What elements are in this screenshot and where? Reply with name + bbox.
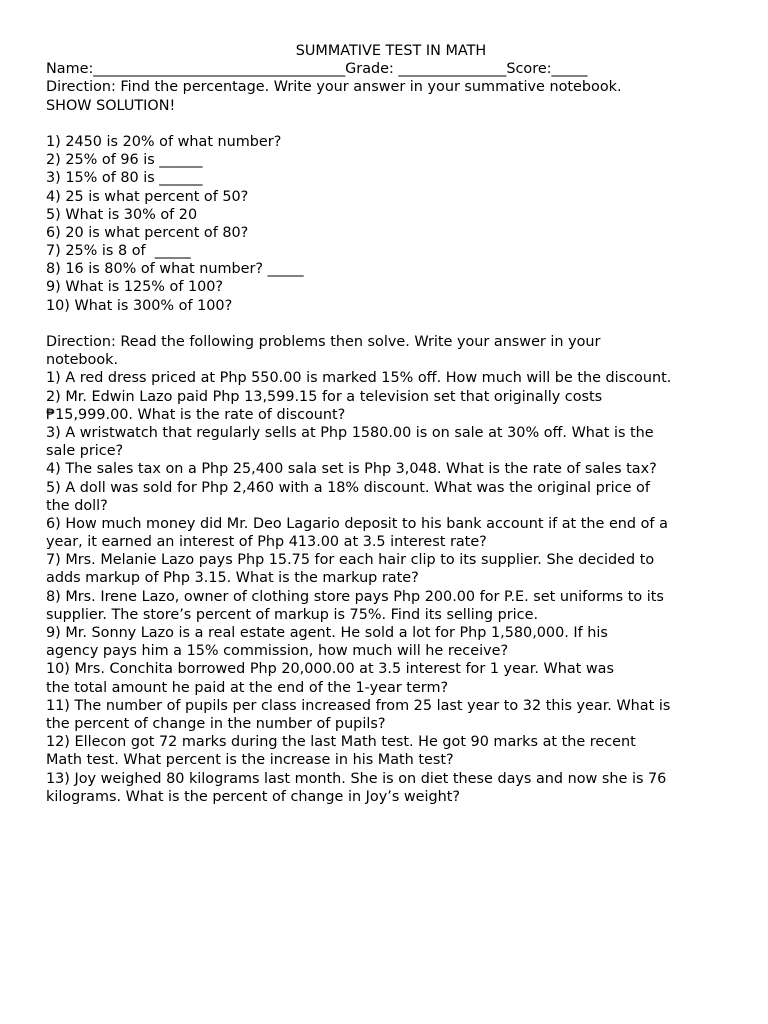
problem-part2-line: 11) The number of pupils per class increased from 25 last year to 32 this year. What is <box>46 697 671 714</box>
problem-part2-line: 10) Mrs. Conchita borrowed Php 20,000.00 at 3.5 interest for 1 year. What was <box>46 661 614 678</box>
problem-part2-line: Math test. What percent is the increase in his Math test? <box>46 752 454 769</box>
problem-part2-line: 5) A doll was sold for Php 2,460 with a 18% discount. What was the original price of <box>46 479 650 496</box>
problem-part2-line: 1) A red dress priced at Php 550.00 is marked 15% off. How much will be the discount. <box>46 370 672 387</box>
spacer <box>46 315 736 333</box>
question-part1: 5) What is 30% of 20 <box>46 206 198 223</box>
question-part1: 4) 25 is what percent of 50? <box>46 188 249 205</box>
problem-part2-line: 6) How much money did Mr. Deo Lagario deposit to his bank account if at the end of a <box>46 515 668 532</box>
document-title: SUMMATIVE TEST IN MATH <box>295 43 487 59</box>
direction-1-line: SHOW SOLUTION! <box>46 97 176 114</box>
problem-part2-line: 8) Mrs. Irene Lazo, owner of clothing store pays Php 200.00 for P.E. set uniforms to its <box>46 588 664 605</box>
problem-part2-line: agency pays him a 15% commission, how much will he receive? <box>46 643 509 660</box>
problem-part2-line: the percent of change in the number of pupils? <box>46 715 386 732</box>
direction-2-line: Direction: Read the following problems then solve. Write your answer in your <box>46 334 601 350</box>
direction-2-line: notebook. <box>46 352 119 369</box>
problem-part2-line: the doll? <box>46 497 108 514</box>
problem-part2-line: year, it earned an interest of Php 413.00 at 3.5 interest rate? <box>46 534 487 551</box>
question-part1: 6) 20 is what percent of 80? <box>46 224 249 241</box>
student-info-line: Name:___________________________________Grade: _______________Score:_____ <box>46 61 588 78</box>
problem-part2-line: supplier. The store’s percent of markup is 75%. Find its selling price. <box>46 606 539 623</box>
direction-1-line: Direction: Find the percentage. Write your answer in your summative notebook. <box>46 79 622 96</box>
problem-part2-line: kilograms. What is the percent of change in Joy’s weight? <box>46 788 461 805</box>
spacer <box>46 115 736 133</box>
document-page <box>46 42 736 806</box>
problem-part2-line: 7) Mrs. Melanie Lazo pays Php 15.75 for each hair clip to its supplier. She decided to <box>46 552 655 569</box>
problem-part2-line: ₱15,999.00. What is the rate of discount? <box>46 406 346 423</box>
problem-part2-line: sale price? <box>46 443 124 460</box>
question-part1: 3) 15% of 80 is ______ <box>46 170 203 187</box>
question-part1: 9) What is 125% of 100? <box>46 279 224 296</box>
question-part1: 8) 16 is 80% of what number? _____ <box>46 261 304 278</box>
problem-part2-line: 9) Mr. Sonny Lazo is a real estate agent. He sold a lot for Php 1,580,000. If his <box>46 625 608 641</box>
problem-part2-line: 13) Joy weighed 80 kilograms last month. She is on diet these days and now she is 76 <box>46 770 667 787</box>
question-part1: 10) What is 300% of 100? <box>46 297 233 314</box>
problem-part2-line: adds markup of Php 3.15. What is the markup rate? <box>46 570 419 587</box>
question-part1: 2) 25% of 96 is ______ <box>46 152 203 169</box>
problem-part2-line: the total amount he paid at the end of the 1-year term? <box>46 679 449 696</box>
problem-part2-line: 3) A wristwatch that regularly sells at Php 1580.00 is on sale at 30% off. What is the <box>46 424 654 441</box>
problem-part2-line: 4) The sales tax on a Php 25,400 sala set is Php 3,048. What is the rate of sales tax? <box>46 461 657 478</box>
problem-part2-line: 2) Mr. Edwin Lazo paid Php 13,599.15 for a television set that originally costs <box>46 388 603 405</box>
question-part1: 7) 25% is 8 of _____ <box>46 243 191 260</box>
problem-part2-line: 12) Ellecon got 72 marks during the last Math test. He got 90 marks at the recent <box>46 734 636 751</box>
question-part1: 1) 2450 is 20% of what number? <box>46 133 282 150</box>
